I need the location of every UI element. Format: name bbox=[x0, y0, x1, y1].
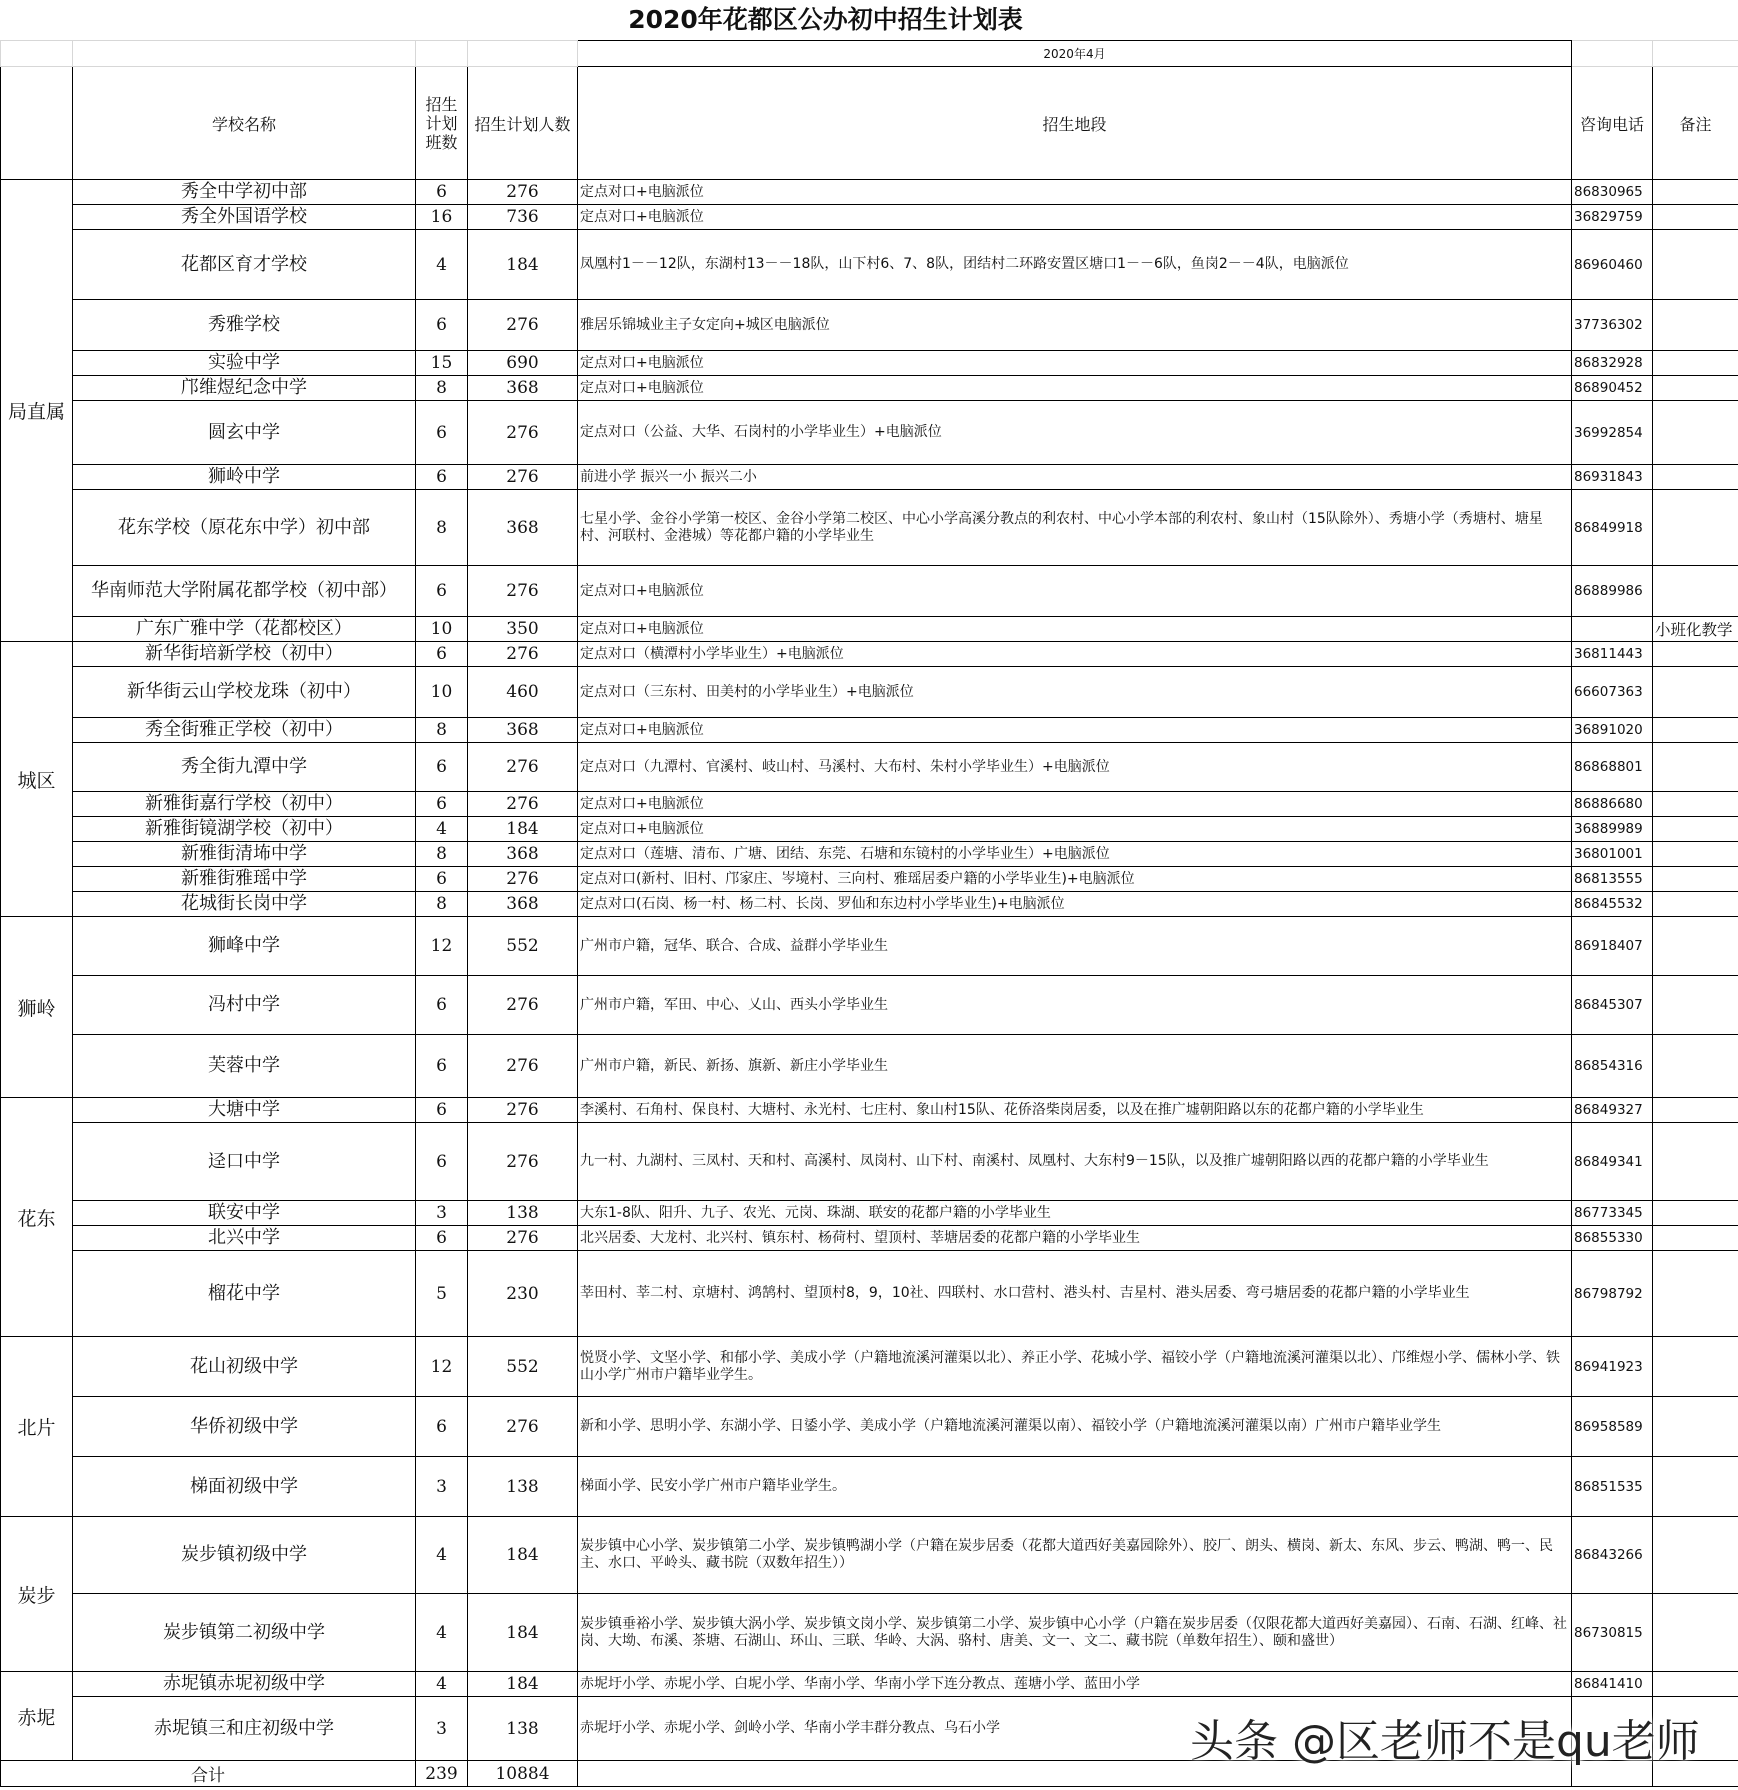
planned-count: 460 bbox=[468, 667, 578, 718]
class-count: 3 bbox=[416, 1697, 468, 1761]
enrollment-zone: 定点对口(石岗、杨一村、杨二村、长岗、罗仙和东边村小学毕业生)+电脑派位 bbox=[578, 892, 1572, 917]
remark bbox=[1653, 490, 1738, 566]
enrollment-zone: 赤坭圩小学、赤坭小学、白坭小学、华南小学、华南小学下连分教点、莲塘小学、蓝田小学 bbox=[578, 1672, 1572, 1697]
table-row bbox=[1, 743, 1738, 792]
school-name: 秀全街九潭中学 bbox=[73, 743, 416, 792]
header-planned: 招生计划人数 bbox=[468, 67, 578, 180]
class-count: 3 bbox=[416, 1457, 468, 1517]
table-row bbox=[1, 351, 1738, 376]
school-name: 北兴中学 bbox=[73, 1226, 416, 1251]
phone-number: 86851535 bbox=[1572, 1457, 1653, 1517]
phone-number: 36992854 bbox=[1572, 401, 1653, 465]
table-row bbox=[1, 1201, 1738, 1226]
enrollment-zone: 定点对口（公益、大华、石岗村的小学毕业生）+电脑派位 bbox=[578, 401, 1572, 465]
region-label: 城区 bbox=[1, 642, 73, 917]
table-row bbox=[1, 566, 1738, 617]
table-row bbox=[1, 976, 1738, 1035]
planned-count: 138 bbox=[468, 1201, 578, 1226]
class-count: 6 bbox=[416, 1123, 468, 1201]
table-row bbox=[1, 1337, 1738, 1397]
planned-count: 690 bbox=[468, 351, 578, 376]
phone-number: 66607363 bbox=[1572, 667, 1653, 718]
phone-number: 36829759 bbox=[1572, 205, 1653, 230]
remark bbox=[1653, 1517, 1738, 1594]
table-row bbox=[1, 892, 1738, 917]
remark bbox=[1653, 1672, 1738, 1697]
enrollment-zone: 广州市户籍，军田、中心、乂山、西头小学毕业生 bbox=[578, 976, 1572, 1035]
table-row bbox=[1, 401, 1738, 465]
class-count: 5 bbox=[416, 1251, 468, 1337]
table-row bbox=[1, 1123, 1738, 1201]
phone-number: 86813555 bbox=[1572, 867, 1653, 892]
remark bbox=[1653, 718, 1738, 743]
remark bbox=[1653, 642, 1738, 667]
enrollment-zone: 广州市户籍，新民、新扬、旗新、新庄小学毕业生 bbox=[578, 1035, 1572, 1098]
table-row bbox=[1, 490, 1738, 566]
header-school: 学校名称 bbox=[73, 67, 416, 180]
planned-count: 276 bbox=[468, 1035, 578, 1098]
remark bbox=[1653, 351, 1738, 376]
header-remark: 备注 bbox=[1653, 67, 1738, 180]
planned-count: 368 bbox=[468, 376, 578, 401]
planned-count: 276 bbox=[468, 180, 578, 205]
remark bbox=[1653, 205, 1738, 230]
remark bbox=[1653, 1457, 1738, 1517]
date-row bbox=[1, 41, 1738, 67]
phone-number: 86730815 bbox=[1572, 1594, 1653, 1672]
header-zone: 招生地段 bbox=[578, 67, 1572, 180]
remark bbox=[1653, 1098, 1738, 1123]
planned-count: 350 bbox=[468, 617, 578, 642]
class-count: 8 bbox=[416, 490, 468, 566]
planned-count: 368 bbox=[468, 892, 578, 917]
enrollment-zone: 定点对口（莲塘、清布、广塘、团结、东莞、石塘和东镜村的小学毕业生）+电脑派位 bbox=[578, 842, 1572, 867]
school-name: 新华街培新学校（初中） bbox=[73, 642, 416, 667]
region-label: 狮岭 bbox=[1, 917, 73, 1098]
phone-number: 86841410 bbox=[1572, 1672, 1653, 1697]
enrollment-zone: 赤坭圩小学、赤坭小学、剑岭小学、华南小学丰群分教点、乌石小学 bbox=[578, 1697, 1572, 1761]
enrollment-zone: 定点对口+电脑派位 bbox=[578, 180, 1572, 205]
class-count: 6 bbox=[416, 976, 468, 1035]
planned-count: 368 bbox=[468, 718, 578, 743]
planned-count: 184 bbox=[468, 230, 578, 300]
enrollment-zone: 雅居乐锦城业主子女定向+城区电脑派位 bbox=[578, 300, 1572, 351]
table-row bbox=[1, 1098, 1738, 1123]
region-label: 花东 bbox=[1, 1098, 73, 1337]
class-count: 6 bbox=[416, 300, 468, 351]
school-name: 狮岭中学 bbox=[73, 465, 416, 490]
phone-number: 86960460 bbox=[1572, 230, 1653, 300]
remark: 小班化教学 bbox=[1653, 617, 1738, 642]
phone-number: 86890452 bbox=[1572, 376, 1653, 401]
enrollment-zone: 莘田村、莘二村、京塘村、鸿鹄村、望顶村8，9，10社、四联村、水口营村、港头村、吉星村、港头居委、弯弓塘居委的花都户籍的小学毕业生 bbox=[578, 1251, 1572, 1337]
phone-number: 86886680 bbox=[1572, 792, 1653, 817]
class-count: 6 bbox=[416, 743, 468, 792]
remark bbox=[1653, 376, 1738, 401]
remark bbox=[1653, 1201, 1738, 1226]
school-name: 秀雅学校 bbox=[73, 300, 416, 351]
class-count: 6 bbox=[416, 1035, 468, 1098]
remark bbox=[1653, 465, 1738, 490]
class-count: 15 bbox=[416, 351, 468, 376]
enrollment-zone: 新和小学、思明小学、东湖小学、日鋈小学、美成小学（户籍地流溪河灌渠以南）、福铰小学（户籍地流溪河灌渠以南）广州市户籍毕业学生 bbox=[578, 1397, 1572, 1457]
region-label: 赤坭 bbox=[1, 1672, 73, 1761]
phone-number: 37736302 bbox=[1572, 300, 1653, 351]
planned-count: 276 bbox=[468, 743, 578, 792]
class-count: 6 bbox=[416, 401, 468, 465]
class-count: 12 bbox=[416, 917, 468, 976]
class-count: 8 bbox=[416, 718, 468, 743]
school-name: 狮峰中学 bbox=[73, 917, 416, 976]
planned-count: 184 bbox=[468, 1672, 578, 1697]
planned-count: 184 bbox=[468, 1594, 578, 1672]
planned-count: 276 bbox=[468, 566, 578, 617]
phone-number: 86845532 bbox=[1572, 892, 1653, 917]
enrollment-zone: 定点对口(新村、旧村、邝家庄、岑境村、三向村、雅瑶居委户籍的小学毕业生)+电脑派位 bbox=[578, 867, 1572, 892]
table-row bbox=[1, 180, 1738, 205]
table-row bbox=[1, 300, 1738, 351]
table-row bbox=[1, 1035, 1738, 1098]
enrollment-zone: 九一村、九湖村、三凤村、天和村、高溪村、凤岗村、山下村、南溪村、凤凰村、大东村9－15队，以及推广墟朝阳路以西的花都户籍的小学毕业生 bbox=[578, 1123, 1572, 1201]
phone-number: 86855330 bbox=[1572, 1226, 1653, 1251]
school-name: 联安中学 bbox=[73, 1201, 416, 1226]
header-phone: 咨询电话 bbox=[1572, 67, 1653, 180]
remark bbox=[1653, 892, 1738, 917]
class-count: 16 bbox=[416, 205, 468, 230]
class-count: 8 bbox=[416, 376, 468, 401]
table-row bbox=[1, 842, 1738, 867]
planned-count: 276 bbox=[468, 976, 578, 1035]
class-count: 4 bbox=[416, 817, 468, 842]
header-row bbox=[1, 67, 1738, 180]
class-count: 8 bbox=[416, 892, 468, 917]
enrollment-zone: 炭步镇垂裕小学、炭步镇大涡小学、炭步镇文岗小学、炭步镇第二小学、炭步镇中心小学（户籍在炭步居委（仅限花都大道西好美嘉园）、石南、石湖、红峰、社岗、大坳、布溪、茶塘、石湖山、环山、三联、华岭、大涡、骆村、唐美、文一、文二、藏书院（单数年招生）、颐和盛世） bbox=[578, 1594, 1572, 1672]
school-name: 花城街长岗中学 bbox=[73, 892, 416, 917]
phone-number: 86889986 bbox=[1572, 566, 1653, 617]
table-row bbox=[1, 1594, 1738, 1672]
remark bbox=[1653, 230, 1738, 300]
planned-count: 138 bbox=[468, 1697, 578, 1761]
planned-count: 276 bbox=[468, 401, 578, 465]
enrollment-zone: 七星小学、金谷小学第一校区、金谷小学第二校区、中心小学高溪分教点的利农村、中心小学本部的利农村、象山村（15队除外）、秀塘小学（秀塘村、塘星村、河联村、金港城）等花都户籍的小学毕业生 bbox=[578, 490, 1572, 566]
remark bbox=[1653, 817, 1738, 842]
enrollment-zone: 定点对口+电脑派位 bbox=[578, 566, 1572, 617]
phone-number: 86958589 bbox=[1572, 1397, 1653, 1457]
phone-number: 36889989 bbox=[1572, 817, 1653, 842]
school-name: 新华街云山学校龙珠（初中） bbox=[73, 667, 416, 718]
class-count: 6 bbox=[416, 465, 468, 490]
planned-count: 736 bbox=[468, 205, 578, 230]
phone-number: 36801001 bbox=[1572, 842, 1653, 867]
phone-number: 86843266 bbox=[1572, 1517, 1653, 1594]
enrollment-zone: 定点对口+电脑派位 bbox=[578, 351, 1572, 376]
planned-count: 276 bbox=[468, 1098, 578, 1123]
planned-count: 368 bbox=[468, 490, 578, 566]
class-count: 4 bbox=[416, 1594, 468, 1672]
table-row bbox=[1, 617, 1738, 642]
table-row bbox=[1, 867, 1738, 892]
school-name: 花山初级中学 bbox=[73, 1337, 416, 1397]
enrollment-zone: 定点对口+电脑派位 bbox=[578, 205, 1572, 230]
phone-number: 86868801 bbox=[1572, 743, 1653, 792]
phone-number: 86918407 bbox=[1572, 917, 1653, 976]
school-name: 花东学校（原花东中学）初中部 bbox=[73, 490, 416, 566]
planned-count: 230 bbox=[468, 1251, 578, 1337]
class-count: 6 bbox=[416, 642, 468, 667]
enrollment-zone: 大东1-8队、阳升、九子、农光、元岗、珠湖、联安的花都户籍的小学毕业生 bbox=[578, 1201, 1572, 1226]
class-count: 4 bbox=[416, 1517, 468, 1594]
school-name: 榴花中学 bbox=[73, 1251, 416, 1337]
total-planned: 10884 bbox=[468, 1761, 578, 1787]
enrollment-zone: 炭步镇中心小学、炭步镇第二小学、炭步镇鸭湖小学（户籍在炭步居委（花都大道西好美嘉园除外）、胶厂、朗头、横岗、新太、东风、步云、鸭湖、鸭一、民主、水口、平岭头、藏书院（双数年招生）） bbox=[578, 1517, 1572, 1594]
phone-number: 86798792 bbox=[1572, 1251, 1653, 1337]
planned-count: 552 bbox=[468, 1337, 578, 1397]
enrollment-zone: 悦贤小学、文坚小学、和郁小学、美成小学（户籍地流溪河灌渠以北）、养正小学、花城小学、福铰小学（户籍地流溪河灌渠以北）、邝维煜小学、儒林小学、铁山小学广州市户籍毕业学生。 bbox=[578, 1337, 1572, 1397]
phone-number: 86849327 bbox=[1572, 1098, 1653, 1123]
class-count: 6 bbox=[416, 1098, 468, 1123]
header-classes: 招生计划班数 bbox=[416, 67, 468, 180]
school-name: 邝维煜纪念中学 bbox=[73, 376, 416, 401]
table-row bbox=[1, 1672, 1738, 1697]
phone-number: 86941923 bbox=[1572, 1337, 1653, 1397]
table-row bbox=[1, 376, 1738, 401]
school-name: 新雅街嘉行学校（初中） bbox=[73, 792, 416, 817]
header-region bbox=[1, 67, 73, 180]
remark bbox=[1653, 180, 1738, 205]
school-name: 芙蓉中学 bbox=[73, 1035, 416, 1098]
class-count: 3 bbox=[416, 1201, 468, 1226]
school-name: 花都区育才学校 bbox=[73, 230, 416, 300]
phone-number: 86931843 bbox=[1572, 465, 1653, 490]
school-name: 秀全外国语学校 bbox=[73, 205, 416, 230]
table-row bbox=[1, 817, 1738, 842]
phone-number bbox=[1572, 617, 1653, 642]
phone-number: 36891020 bbox=[1572, 718, 1653, 743]
remark bbox=[1653, 1226, 1738, 1251]
table-row bbox=[1, 667, 1738, 718]
planned-count: 276 bbox=[468, 1226, 578, 1251]
school-name: 新雅街雅瑶中学 bbox=[73, 867, 416, 892]
remark bbox=[1653, 1123, 1738, 1201]
school-name: 广东广雅中学（花都校区） bbox=[73, 617, 416, 642]
class-count: 4 bbox=[416, 230, 468, 300]
table-row bbox=[1, 1457, 1738, 1517]
planned-count: 552 bbox=[468, 917, 578, 976]
enrollment-zone: 定点对口+电脑派位 bbox=[578, 617, 1572, 642]
remark bbox=[1653, 1594, 1738, 1672]
phone-number: 86849918 bbox=[1572, 490, 1653, 566]
planned-count: 138 bbox=[468, 1457, 578, 1517]
table-row bbox=[1, 718, 1738, 743]
remark bbox=[1653, 976, 1738, 1035]
class-count: 10 bbox=[416, 617, 468, 642]
planned-count: 276 bbox=[468, 642, 578, 667]
planned-count: 184 bbox=[468, 817, 578, 842]
planned-count: 276 bbox=[468, 792, 578, 817]
school-name: 迳口中学 bbox=[73, 1123, 416, 1201]
class-count: 6 bbox=[416, 1397, 468, 1457]
enrollment-zone: 定点对口（九潭村、官溪村、岐山村、马溪村、大布村、朱村小学毕业生）+电脑派位 bbox=[578, 743, 1572, 792]
phone-number: 36811443 bbox=[1572, 642, 1653, 667]
phone-number: 86849341 bbox=[1572, 1123, 1653, 1201]
enrollment-zone: 定点对口+电脑派位 bbox=[578, 376, 1572, 401]
remark bbox=[1653, 743, 1738, 792]
school-name: 华南师范大学附属花都学校（初中部） bbox=[73, 566, 416, 617]
school-name: 秀全街雅正学校（初中） bbox=[73, 718, 416, 743]
enrollment-zone: 定点对口+电脑派位 bbox=[578, 718, 1572, 743]
remark bbox=[1653, 401, 1738, 465]
total-classes: 239 bbox=[416, 1761, 468, 1787]
class-count: 6 bbox=[416, 1226, 468, 1251]
table-row bbox=[1, 917, 1738, 976]
class-count: 8 bbox=[416, 842, 468, 867]
enrollment-zone: 前进小学 振兴一小 振兴二小 bbox=[578, 465, 1572, 490]
remark bbox=[1653, 566, 1738, 617]
planned-count: 276 bbox=[468, 867, 578, 892]
remark bbox=[1653, 917, 1738, 976]
table-row bbox=[1, 205, 1738, 230]
table-row bbox=[1, 465, 1738, 490]
school-name: 实验中学 bbox=[73, 351, 416, 376]
class-count: 6 bbox=[416, 792, 468, 817]
phone-number: 86854316 bbox=[1572, 1035, 1653, 1098]
watermark: 头条 @区老师不是qu老师 bbox=[1190, 1716, 1700, 1767]
remark bbox=[1653, 300, 1738, 351]
school-name: 圆玄中学 bbox=[73, 401, 416, 465]
table-row bbox=[1, 792, 1738, 817]
remark bbox=[1653, 842, 1738, 867]
enrollment-zone: 定点对口+电脑派位 bbox=[578, 817, 1572, 842]
enrollment-zone: 梯面小学、民安小学广州市户籍毕业学生。 bbox=[578, 1457, 1572, 1517]
planned-count: 368 bbox=[468, 842, 578, 867]
enrollment-zone: 北兴居委、大龙村、北兴村、镇东村、杨荷村、望顶村、莘塘居委的花都户籍的小学毕业生 bbox=[578, 1226, 1572, 1251]
school-name: 新雅街清㘵中学 bbox=[73, 842, 416, 867]
table-row bbox=[1, 1397, 1738, 1457]
remark bbox=[1653, 1397, 1738, 1457]
school-name: 华侨初级中学 bbox=[73, 1397, 416, 1457]
remark bbox=[1653, 792, 1738, 817]
class-count: 4 bbox=[416, 1672, 468, 1697]
phone-number: 86832928 bbox=[1572, 351, 1653, 376]
remark bbox=[1653, 1337, 1738, 1397]
remark bbox=[1653, 667, 1738, 718]
page-title: 2020年花都区公办初中招生计划表 bbox=[0, 0, 1651, 41]
phone-number: 86830965 bbox=[1572, 180, 1653, 205]
phone-number: 86845307 bbox=[1572, 976, 1653, 1035]
remark bbox=[1653, 867, 1738, 892]
class-count: 12 bbox=[416, 1337, 468, 1397]
total-label: 合计 bbox=[1, 1761, 416, 1787]
enrollment-table bbox=[0, 40, 1738, 1787]
remark bbox=[1653, 1251, 1738, 1337]
enrollment-zone: 李溪村、石角村、保良村、大塘村、永光村、七庄村、象山村15队、花侨洛柴岗居委，以及在推广墟朝阳路以东的花都户籍的小学毕业生 bbox=[578, 1098, 1572, 1123]
remark bbox=[1653, 1035, 1738, 1098]
table-row bbox=[1, 1517, 1738, 1594]
date-label: 2020年4月 bbox=[578, 41, 1572, 67]
region-label: 局直属 bbox=[1, 180, 73, 642]
table-row bbox=[1, 642, 1738, 667]
school-name: 大塘中学 bbox=[73, 1098, 416, 1123]
class-count: 6 bbox=[416, 867, 468, 892]
table-row bbox=[1, 1251, 1738, 1337]
phone-number: 86773345 bbox=[1572, 1201, 1653, 1226]
class-count: 10 bbox=[416, 667, 468, 718]
enrollment-zone: 定点对口+电脑派位 bbox=[578, 792, 1572, 817]
school-name: 梯面初级中学 bbox=[73, 1457, 416, 1517]
class-count: 6 bbox=[416, 180, 468, 205]
class-count: 6 bbox=[416, 566, 468, 617]
school-name: 炭步镇第二初级中学 bbox=[73, 1594, 416, 1672]
planned-count: 184 bbox=[468, 1517, 578, 1594]
table-row bbox=[1, 1226, 1738, 1251]
enrollment-zone: 广州市户籍，冠华、联合、合成、益群小学毕业生 bbox=[578, 917, 1572, 976]
planned-count: 276 bbox=[468, 1123, 578, 1201]
enrollment-zone: 凤凰村1－－12队，东湖村13－－18队，山下村6、7、8队，团结村二环路安置区塘口1－－6队，鱼岗2－－4队，电脑派位 bbox=[578, 230, 1572, 300]
planned-count: 276 bbox=[468, 1397, 578, 1457]
enrollment-zone: 定点对口（三东村、田美村的小学毕业生）+电脑派位 bbox=[578, 667, 1572, 718]
school-name: 冯村中学 bbox=[73, 976, 416, 1035]
school-name: 新雅街镜湖学校（初中） bbox=[73, 817, 416, 842]
region-label: 炭步 bbox=[1, 1517, 73, 1672]
school-name: 秀全中学初中部 bbox=[73, 180, 416, 205]
school-name: 赤坭镇三和庄初级中学 bbox=[73, 1697, 416, 1761]
planned-count: 276 bbox=[468, 465, 578, 490]
school-name: 赤坭镇赤坭初级中学 bbox=[73, 1672, 416, 1697]
enrollment-zone: 定点对口（横潭村小学毕业生）+电脑派位 bbox=[578, 642, 1572, 667]
table-row bbox=[1, 230, 1738, 300]
school-name: 炭步镇初级中学 bbox=[73, 1517, 416, 1594]
planned-count: 276 bbox=[468, 300, 578, 351]
region-label: 北片 bbox=[1, 1337, 73, 1517]
